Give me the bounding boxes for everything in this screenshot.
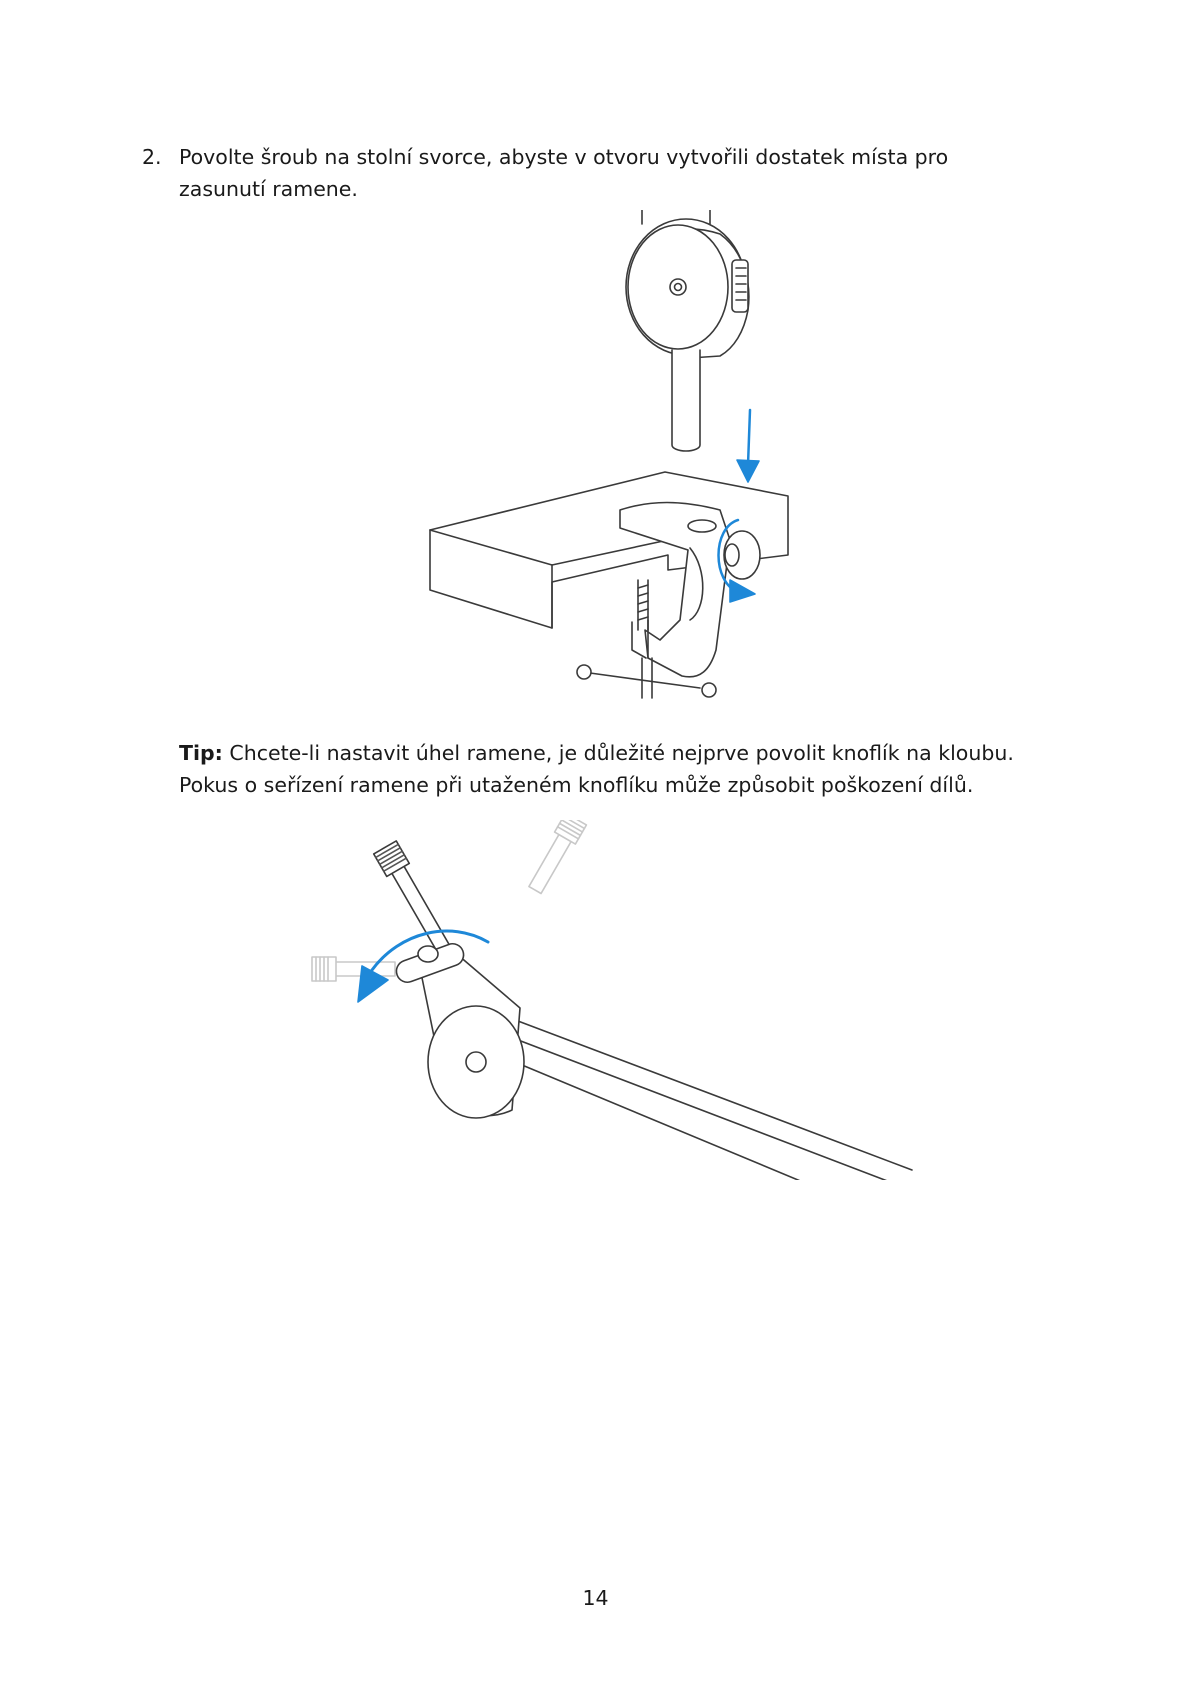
arm-joint-illustration [300, 820, 920, 1180]
arm-tube [672, 350, 700, 451]
step-text: Povolte šroub na stolní svorce, abyste v otvoru vytvořili dostatek místa pro zasunutí ramene. [179, 145, 949, 201]
joint-body [420, 955, 524, 1118]
clamp-body [620, 503, 730, 677]
clamp-mount-illustration [420, 210, 840, 710]
down-arrow-icon [737, 410, 759, 482]
tip-paragraph [179, 737, 1059, 801]
joint-disc [626, 210, 749, 358]
page-number: 14 [582, 1586, 609, 1610]
step-number: 2. [142, 145, 162, 169]
tip-label: Tip: [179, 741, 223, 765]
clamp-knob [724, 531, 760, 579]
arm-bars [505, 1018, 912, 1180]
tip-text: Chcete-li nastavit úhel ramene, je důležité nejprve povolit knoflík na kloubu. Pokus o seřízení ramene při utaženém knoflíku může způsobit poškození dílů. [179, 741, 1014, 797]
